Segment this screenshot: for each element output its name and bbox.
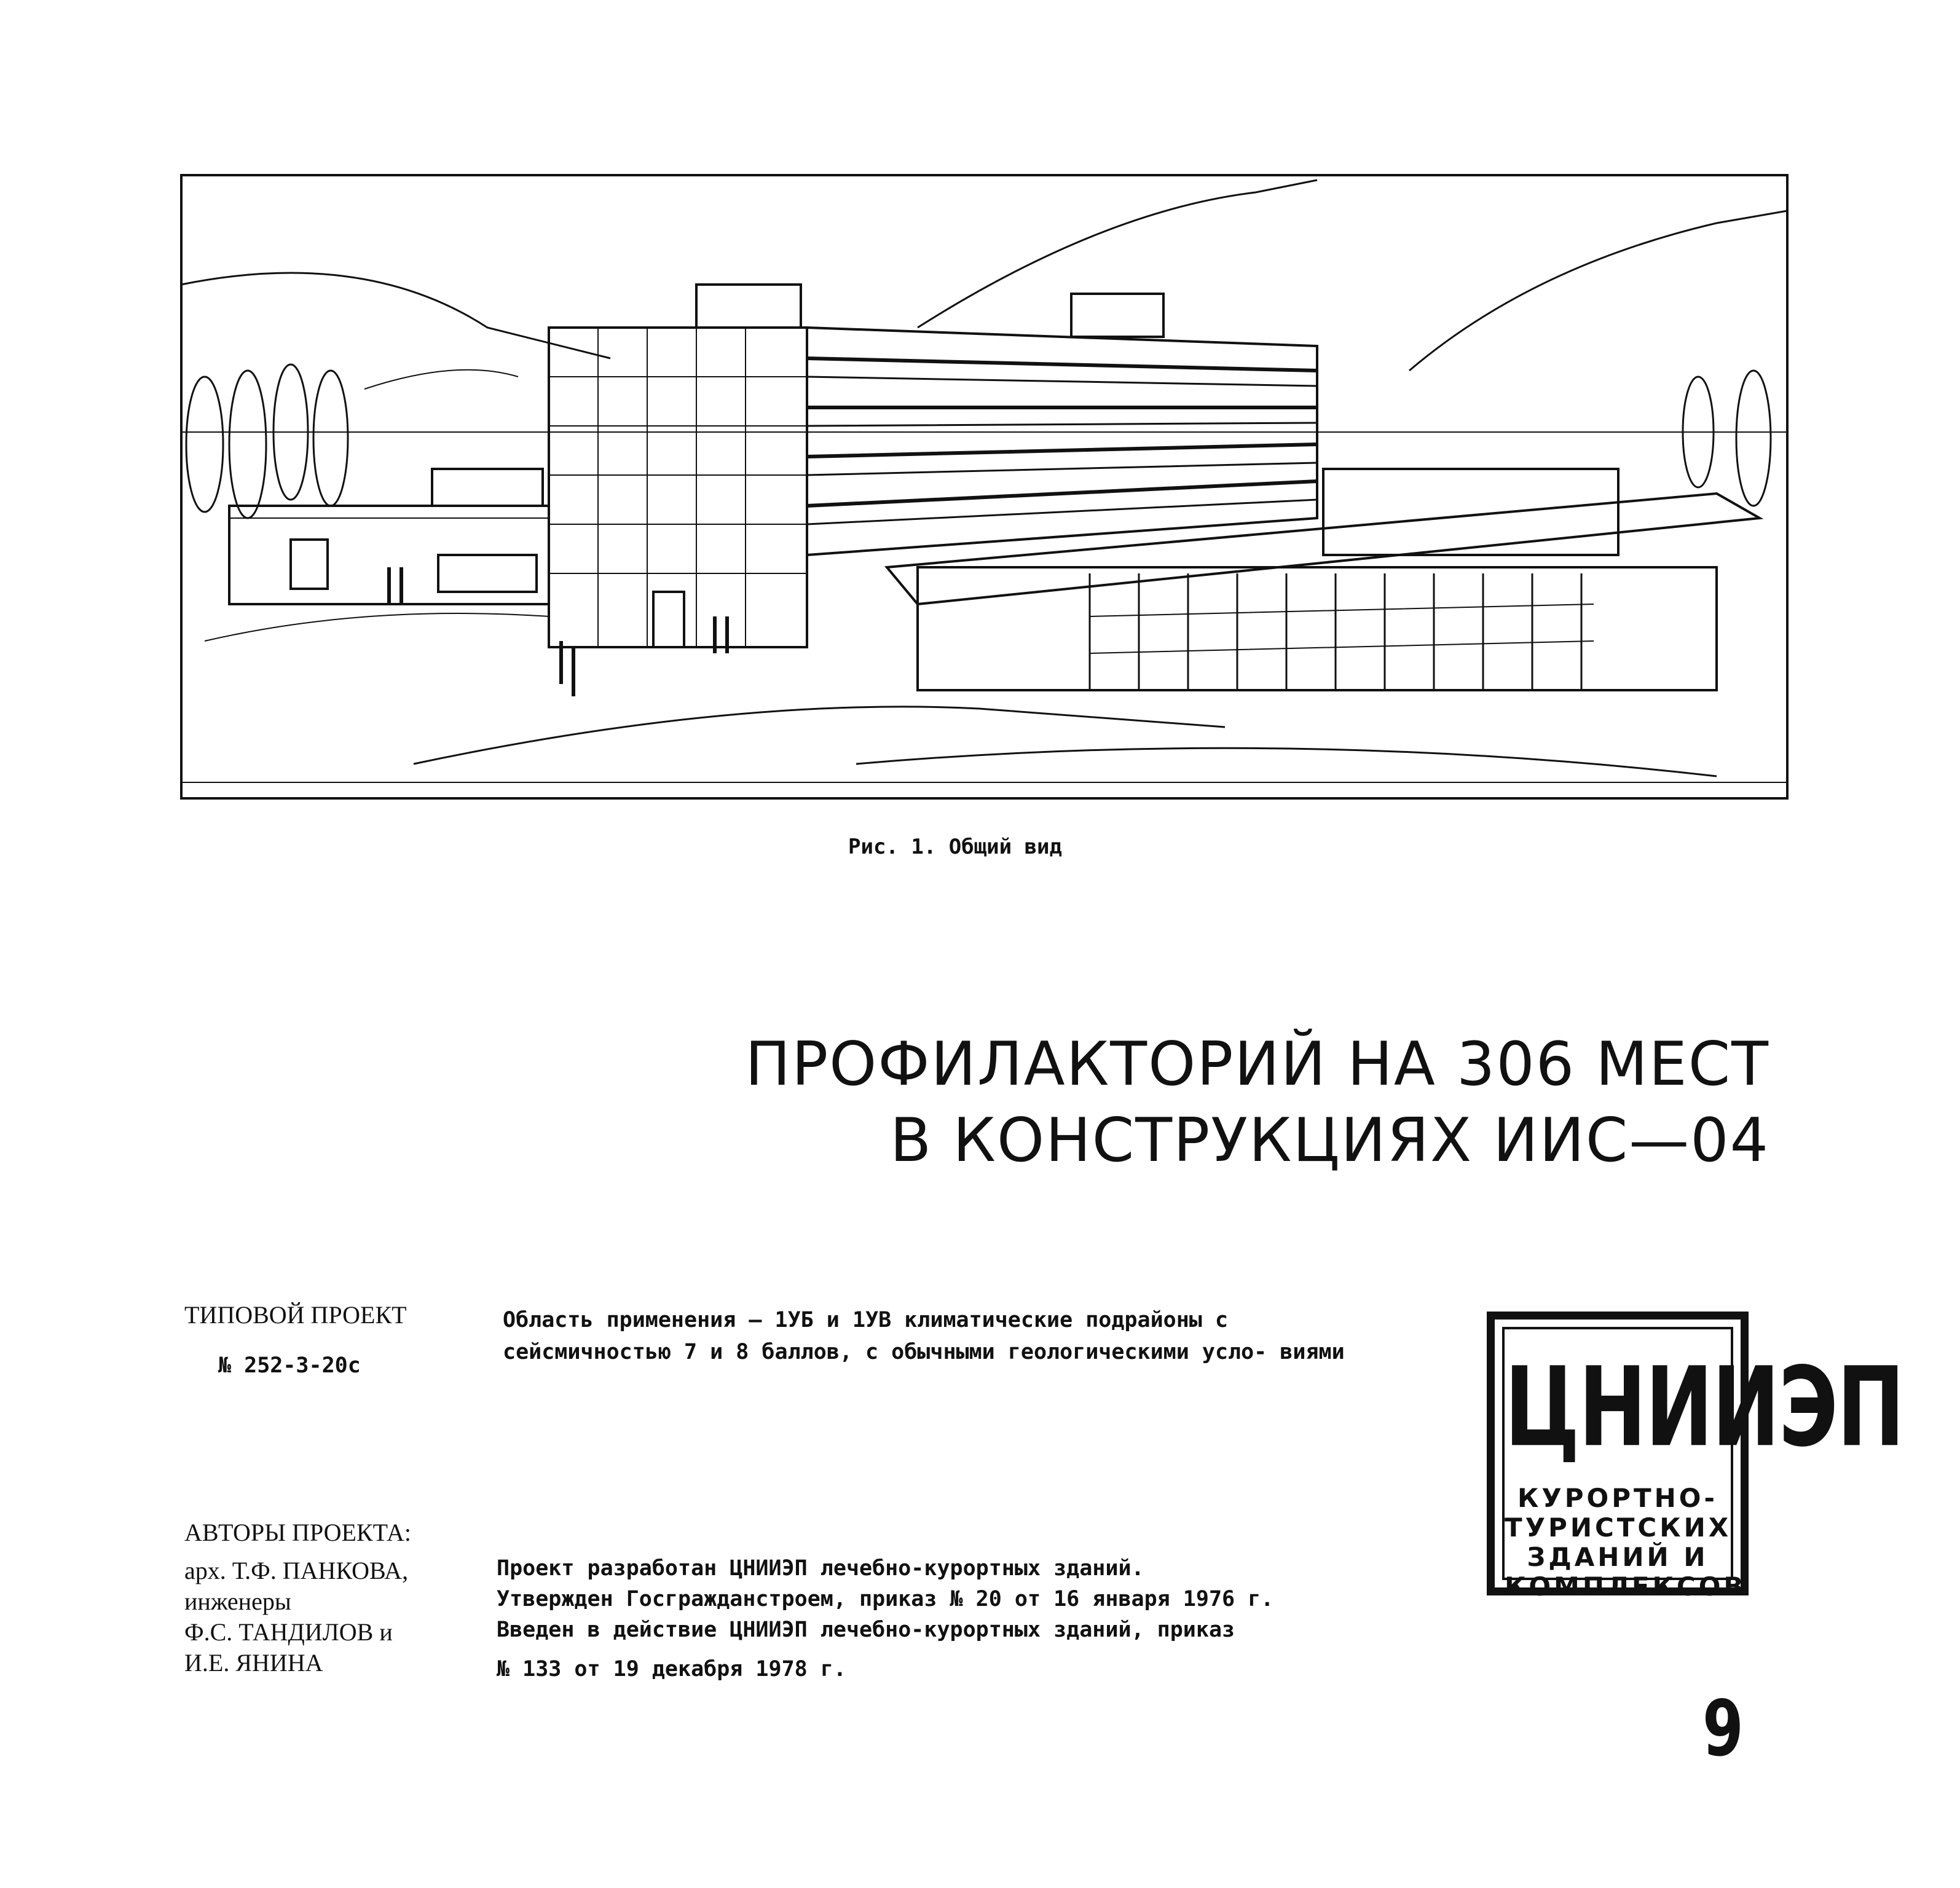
project-number: № 252-3-20с [218, 1353, 361, 1378]
development-line: Проект разработан ЦНИИЭП лечебно-курортных зданий. [497, 1556, 1144, 1581]
author-line: инженеры [184, 1587, 291, 1615]
general-view-illustration [180, 174, 1789, 800]
right-roof-box [1323, 469, 1618, 555]
figure-frame [181, 175, 1787, 798]
mountain-left [181, 273, 610, 358]
institute-logo [1487, 1312, 1904, 1602]
title-line-1: ПРОФИЛАКТОРИЙ НА 306 МЕСТ [745, 1029, 1769, 1099]
development-line: № 133 от 19 декабря 1978 г. [497, 1657, 846, 1682]
logo-sub-line: ТУРИСТСКИХ [1505, 1512, 1732, 1543]
logo-sub-line: КОМПЛЕКСОВ [1505, 1571, 1747, 1602]
logo-inner-frame [1502, 1327, 1904, 1602]
people-figures [389, 567, 727, 696]
slab-roof-box [1071, 294, 1163, 337]
right-podium [918, 567, 1717, 690]
scope-text: Область применения – 1УБ и 1УВ климатические подрайоны с сейсмичностью 7 и 8 баллов, с обычными геологическими усло- виями [503, 1308, 1345, 1364]
mountain-center [918, 180, 1317, 328]
left-roof-box [432, 469, 543, 506]
main-tower [549, 328, 807, 647]
building-sketch [180, 174, 1789, 800]
page-title [602, 1026, 1769, 1179]
development-line: Введен в действие ЦНИИЭП лечебно-курортных зданий, приказ [497, 1618, 1235, 1642]
authors-heading: АВТОРЫ ПРОЕКТА: [184, 1519, 412, 1546]
author-line: И.Е. ЯНИНА [184, 1649, 323, 1677]
tower-roof-box [696, 285, 801, 328]
page-number: 9 [1702, 1684, 1744, 1774]
lawn-edge [414, 707, 1225, 764]
entrance-door [653, 592, 684, 647]
figure-caption: Рис. 1. Общий вид [848, 835, 1062, 859]
logo-sub-line: КУРОРТНО- [1517, 1483, 1718, 1513]
logo-sub-line: ЗДАНИЙ И [1527, 1542, 1709, 1572]
logo-main-text: ЦНИИЭП [1505, 1343, 1904, 1472]
title-line-2: В КОНСТРУКЦИЯХ ИИС—04 [890, 1106, 1769, 1176]
mountain-right [1409, 211, 1787, 371]
project-type-label: ТИПОВОЙ ПРОЕКТ [184, 1301, 407, 1329]
author-line: арх. Т.Ф. ПАНКОВА, [184, 1557, 409, 1584]
author-line: Ф.С. ТАНДИЛОВ и [184, 1618, 393, 1646]
development-line: Утвержден Госгражданстроем, приказ № 20 от 16 января 1976 г. [497, 1587, 1274, 1611]
